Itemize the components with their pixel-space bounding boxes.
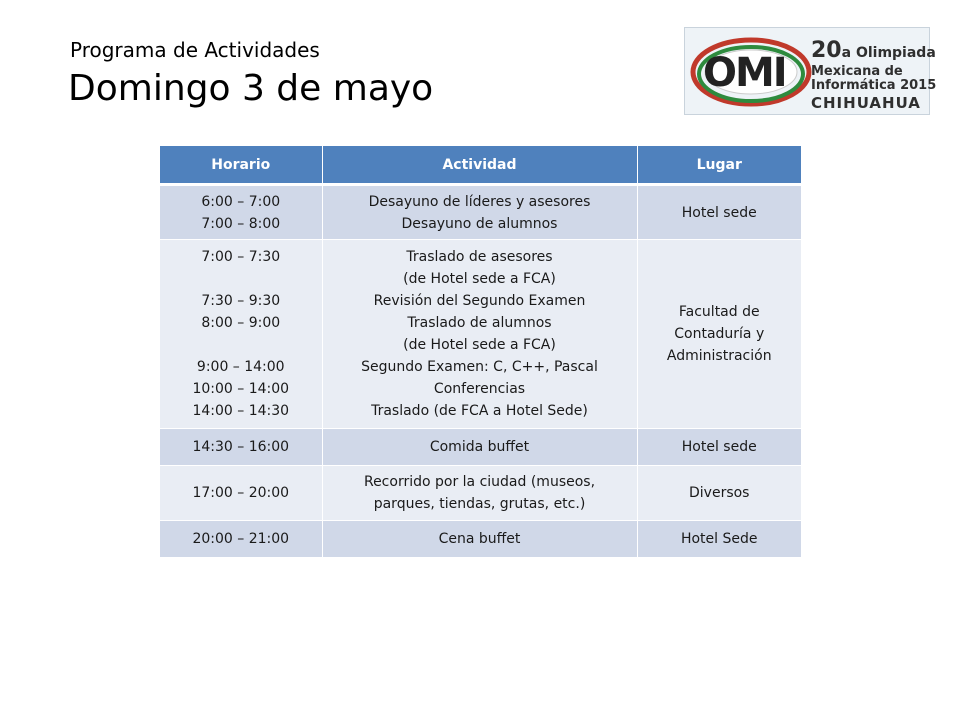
activity-line: Comida buffet xyxy=(429,439,530,455)
activity-line: (de Hotel sede a FCA) xyxy=(403,271,556,287)
cell-lugar xyxy=(637,466,801,521)
activity-line: Revisión del Segundo Examen xyxy=(373,293,586,309)
activity-line: (de Hotel sede a FCA) xyxy=(403,337,556,353)
activity-line: Cena buffet xyxy=(438,531,521,547)
cell-lugar xyxy=(637,185,801,240)
logo-line-1 xyxy=(811,38,936,63)
place-line: Contaduría y xyxy=(674,326,765,342)
header-actividad: Actividad xyxy=(322,146,637,185)
time-line: 10:00 – 14:00 xyxy=(192,381,290,397)
cell-actividad xyxy=(322,240,637,429)
table-row xyxy=(160,240,801,429)
omi-logo xyxy=(684,27,937,115)
activity-line: Desayuno de líderes y asesores xyxy=(368,193,591,210)
header-horario: Horario xyxy=(160,146,322,185)
cell-actividad xyxy=(322,466,637,521)
table-row xyxy=(160,466,801,521)
time-line: 14:00 – 14:30 xyxy=(192,403,290,419)
cell-lugar xyxy=(637,521,801,558)
activity-line: Segundo Examen: C, C++, Pascal xyxy=(361,359,598,375)
cell-actividad xyxy=(322,185,637,240)
time-line: 20:00 – 21:00 xyxy=(192,531,290,547)
cell-horario xyxy=(160,185,322,240)
table-row xyxy=(160,185,801,240)
page-title: Domingo 3 de mayo xyxy=(68,68,434,109)
cell-actividad xyxy=(322,521,637,558)
time-line: 8:00 – 9:00 xyxy=(201,315,281,331)
activity-line: Traslado (de FCA a Hotel Sede) xyxy=(371,403,588,419)
table-header-row xyxy=(160,146,801,185)
logo-line-2: Mexicana de xyxy=(811,64,903,79)
activity-line: parques, tiendas, grutas, etc.) xyxy=(373,496,586,512)
activity-line: Traslado de asesores xyxy=(406,249,553,265)
place-line: Hotel Sede xyxy=(680,531,758,547)
time-line: 14:30 – 16:00 xyxy=(192,439,290,455)
logo-number: 20 xyxy=(811,38,842,63)
time-line: 9:00 – 14:00 xyxy=(196,359,285,375)
time-gap xyxy=(164,268,318,290)
cell-lugar xyxy=(637,429,801,466)
activity-line: Recorrido por la ciudad (museos, xyxy=(363,474,596,490)
place-line: Hotel sede xyxy=(681,439,757,455)
cell-actividad xyxy=(322,429,637,466)
page-subtitle: Programa de Actividades xyxy=(70,38,320,62)
place-line: Administración xyxy=(666,348,772,364)
place-line: Facultad de xyxy=(678,304,760,320)
cell-horario xyxy=(160,521,322,558)
logo-line-4: CHIHUAHUA xyxy=(811,94,921,112)
activity-line: Desayuno de alumnos xyxy=(401,215,558,232)
cell-horario xyxy=(160,466,322,521)
place-line: Diversos xyxy=(689,485,750,501)
omi-mark: OMI xyxy=(703,50,786,96)
activity-line: Conferencias xyxy=(433,381,526,397)
schedule-table xyxy=(160,146,801,558)
time-line: 17:00 – 20:00 xyxy=(192,485,290,501)
cell-horario xyxy=(160,240,322,429)
activity-line: Traslado de alumnos xyxy=(407,315,552,331)
logo-line-3: Informática 2015 xyxy=(811,78,937,93)
time-line: 7:00 – 8:00 xyxy=(201,215,281,232)
time-line: 7:30 – 9:30 xyxy=(201,293,281,309)
time-gap xyxy=(164,334,318,356)
place-line: Hotel sede xyxy=(681,204,757,221)
time-line: 7:00 – 7:30 xyxy=(201,249,281,265)
table-row xyxy=(160,521,801,558)
cell-lugar xyxy=(637,240,801,429)
header-lugar: Lugar xyxy=(637,146,801,185)
time-line: 6:00 – 7:00 xyxy=(201,193,281,210)
table-row xyxy=(160,429,801,466)
logo-line-1-text: a Olimpiada xyxy=(841,45,936,61)
cell-horario xyxy=(160,429,322,466)
